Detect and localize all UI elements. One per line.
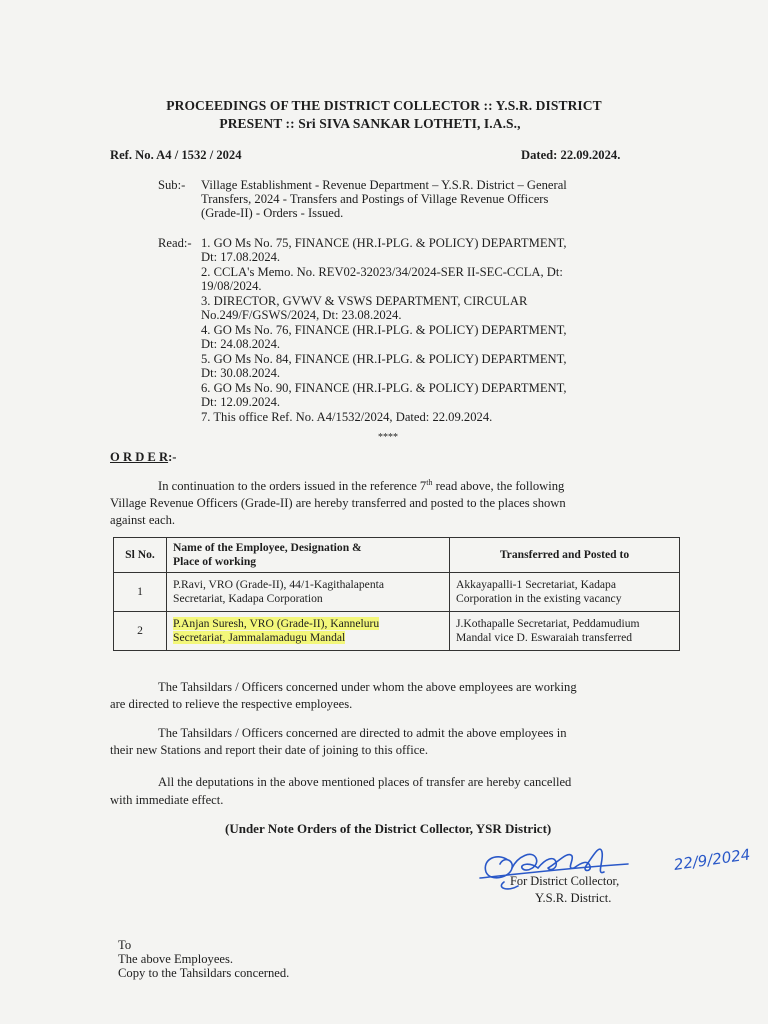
order-heading [110,450,176,465]
subject-line: Transfers, 2024 - Transfers and Postings of Village Revenue Officers [201,192,549,206]
signature-ink-icon [478,838,758,900]
subject-line: (Grade-II) - Orders - Issued. [201,206,344,220]
table-header-row [114,538,680,573]
cell-line: Corporation in the existing vacancy [456,592,622,605]
reference-line: 6. GO Ms No. 90, FINANCE (HR.I-PLG. & POLICY) DEPARTMENT, [201,381,567,395]
paragraph-admit: The Tahsildars / Officers concerned are directed to admit the above employees in [158,726,567,740]
table-row [114,612,680,651]
reference-line: Dt: 24.08.2024. [201,337,281,351]
cell-employee [167,612,450,651]
cell-line: P.Ravi, VRO (Grade-II), 44/1-Kagithalapenta [173,578,384,592]
reference-line: 4. GO Ms No. 76, FINANCE (HR.I-PLG. & POLICY) DEPARTMENT, [201,323,567,337]
order-heading-suffix: :- [168,450,177,464]
highlighted-text: P.Anjan Suresh, VRO (Grade-II), Kanneluru [173,617,380,631]
to-label: To [118,938,132,952]
reference-line: 2. CCLA's Memo. No. REV02-32023/34/2024-SER II-SEC-CCLA, Dt: [201,265,563,279]
ordinal-suffix: th [426,477,433,487]
under-note-orders: (Under Note Orders of the District Collector, YSR District) [225,821,552,836]
handwritten-date: 22/9/2024 [672,845,752,874]
reference-line: 1. GO Ms No. 75, FINANCE (HR.I-PLG. & POLICY) DEPARTMENT, [201,236,567,250]
cell-line: Akkayapalli-1 Secretariat, Kadapa [456,578,616,592]
order-intro-line1 [158,479,564,494]
paragraph-admit-cont: their new Stations and report their date of joining to this office. [110,743,429,757]
reference-line: 19/08/2024. [201,279,262,293]
order-intro-text: In continuation to the orders issued in the reference 7 [158,479,427,493]
order-intro-line2: Village Revenue Officers (Grade-II) are hereby transferred and posted to the places shown [110,496,566,510]
cell-sl-no: 1 [114,573,167,612]
table-row [114,573,680,612]
reference-number: Ref. No. A4 / 1532 / 2024 [110,148,242,162]
signatory-line1: For District Collector, [510,874,620,888]
order-intro-text: read above, the following [432,479,565,493]
subject-line: Village Establishment - Revenue Department – Y.S.R. District – General [201,178,567,192]
order-heading-text: O R D E R [110,450,169,464]
subject-label: Sub:- [158,178,186,192]
order-intro-line3: against each. [110,513,176,527]
cell-employee [167,573,450,612]
signatory-line2: Y.S.R. District. [535,891,612,905]
cell-line [173,617,443,631]
cell-sl-no: 2 [114,612,167,651]
cell-posted-to [450,573,680,612]
paragraph-deputations-cont: with immediate effect. [110,793,224,807]
cell-posted-to [450,612,680,651]
copy-to: Copy to the Tahsildars concerned. [118,966,290,980]
paragraph-relieve: The Tahsildars / Officers concerned under whom the above employees are working [158,680,577,694]
transfer-table [113,537,680,651]
proceedings-title: PROCEEDINGS OF THE DISTRICT COLLECTOR :: Y.S.R. DISTRICT [166,98,602,113]
cell-line: J.Kothapalle Secretariat, Peddamudium [456,617,640,631]
to-recipient: The above Employees. [118,952,234,966]
paragraph-deputations: All the deputations in the above mentioned places of transfer are hereby cancelled [158,775,572,789]
cell-line: Mandal vice D. Eswaraiah transferred [456,631,633,644]
separator-asterisks: **** [378,432,398,443]
header-employee-line: Place of working [173,555,257,568]
cell-line: Secretariat, Kadapa Corporation [173,592,323,605]
paragraph-relieve-cont: are directed to relieve the respective employees. [110,697,353,711]
present-line: PRESENT :: Sri SIVA SANKAR LOTHETI, I.A.S., [219,116,521,131]
reference-line: Dt: 12.09.2024. [201,395,281,409]
header-employee [167,538,450,573]
highlighted-text: Secretariat, Jammalamadugu Mandal [173,631,346,644]
header-sl-no: Sl No. [114,538,167,573]
reference-line: 3. DIRECTOR, GVWV & VSWS DEPARTMENT, CIRCULAR [201,294,528,308]
header-employee-line: Name of the Employee, Designation & [173,541,362,555]
reference-line: Dt: 17.08.2024. [201,250,281,264]
reference-line: 5. GO Ms No. 84, FINANCE (HR.I-PLG. & POLICY) DEPARTMENT, [201,352,567,366]
dated: Dated: 22.09.2024. [521,148,621,162]
reference-line: No.249/F/GSWS/2024, Dt: 23.08.2024. [201,308,402,322]
reference-line: 7. This office Ref. No. A4/1532/2024, Dated: 22.09.2024. [201,410,493,424]
reference-line: Dt: 30.08.2024. [201,366,281,380]
cell-line [173,631,443,645]
header-posted-to: Transferred and Posted to [450,538,680,573]
read-label: Read:- [158,236,192,250]
